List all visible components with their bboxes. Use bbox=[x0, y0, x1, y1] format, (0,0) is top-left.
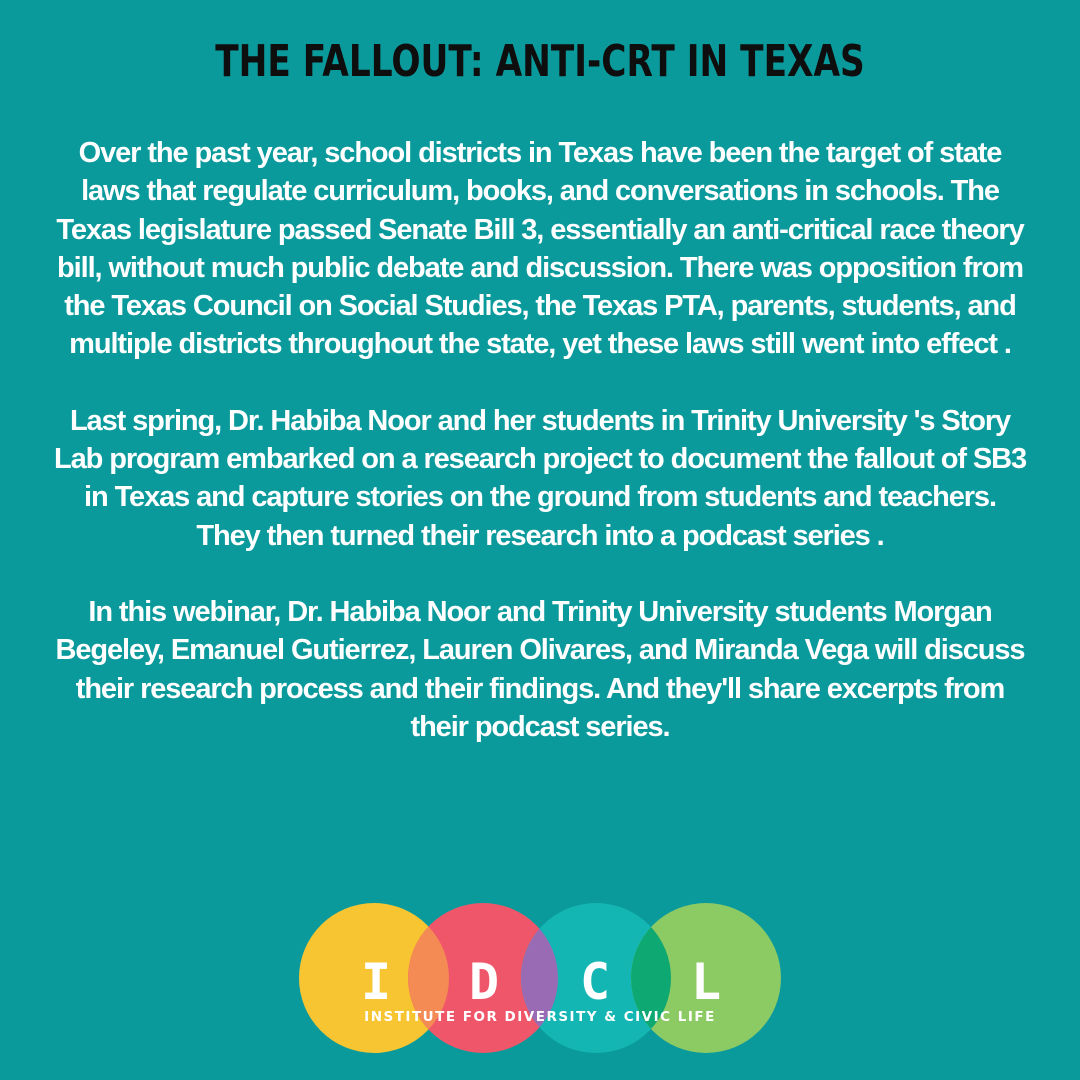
page-title: THE FALLOUT: ANTI-CRT IN TEXAS bbox=[215, 36, 865, 87]
text-line: multiple districts throughout the state, yet these laws still went into effect . bbox=[69, 328, 1011, 361]
logo-letter-i: I bbox=[360, 953, 392, 1011]
logo-letter-d: D bbox=[468, 953, 500, 1011]
text-line: Begeley, Emanuel Gutierrez, Lauren Olivares, and Miranda Vega will discuss bbox=[55, 634, 1025, 667]
text-line: their podcast series. bbox=[410, 710, 670, 743]
text-line: bill, without much public debate and discussion. There was opposition from bbox=[57, 251, 1023, 284]
text-line: Lab program embarked on a research project to document the fallout of SB3 bbox=[54, 443, 1026, 476]
paragraph-webinar bbox=[50, 593, 1030, 746]
text-line: Texas legislature passed Senate Bill 3, essentially an anti-critical race theory bbox=[56, 213, 1024, 246]
idcl-logo bbox=[298, 903, 782, 1053]
body-text bbox=[50, 134, 1030, 784]
text-line: In this webinar, Dr. Habiba Noor and Trinity University students Morgan bbox=[88, 595, 992, 628]
logo-subtitle: INSTITUTE FOR DIVERSITY & CIVIC LIFE bbox=[364, 1009, 716, 1025]
text-line: their research process and their findings. And they'll share excerpts from bbox=[75, 672, 1005, 705]
text-line: the Texas Council on Social Studies, the Texas PTA, parents, students, and bbox=[64, 290, 1016, 323]
logo-letter-l: L bbox=[690, 953, 722, 1011]
paragraph-project bbox=[50, 402, 1030, 555]
text-line: laws that regulate curriculum, books, and conversations in schools. The bbox=[81, 175, 999, 208]
text-line: Over the past year, school districts in Texas have been the target of state bbox=[78, 137, 1002, 169]
paragraph-intro bbox=[50, 134, 1030, 364]
logo-letter-c: C bbox=[579, 953, 611, 1011]
text-line: They then turned their research into a podcast series . bbox=[196, 519, 884, 552]
idcl-logo-graphic bbox=[298, 903, 782, 1053]
text-line: Last spring, Dr. Habiba Noor and her students in Trinity University 's Story bbox=[69, 404, 1011, 437]
text-line: in Texas and capture stories on the ground from students and teachers. bbox=[84, 481, 996, 514]
